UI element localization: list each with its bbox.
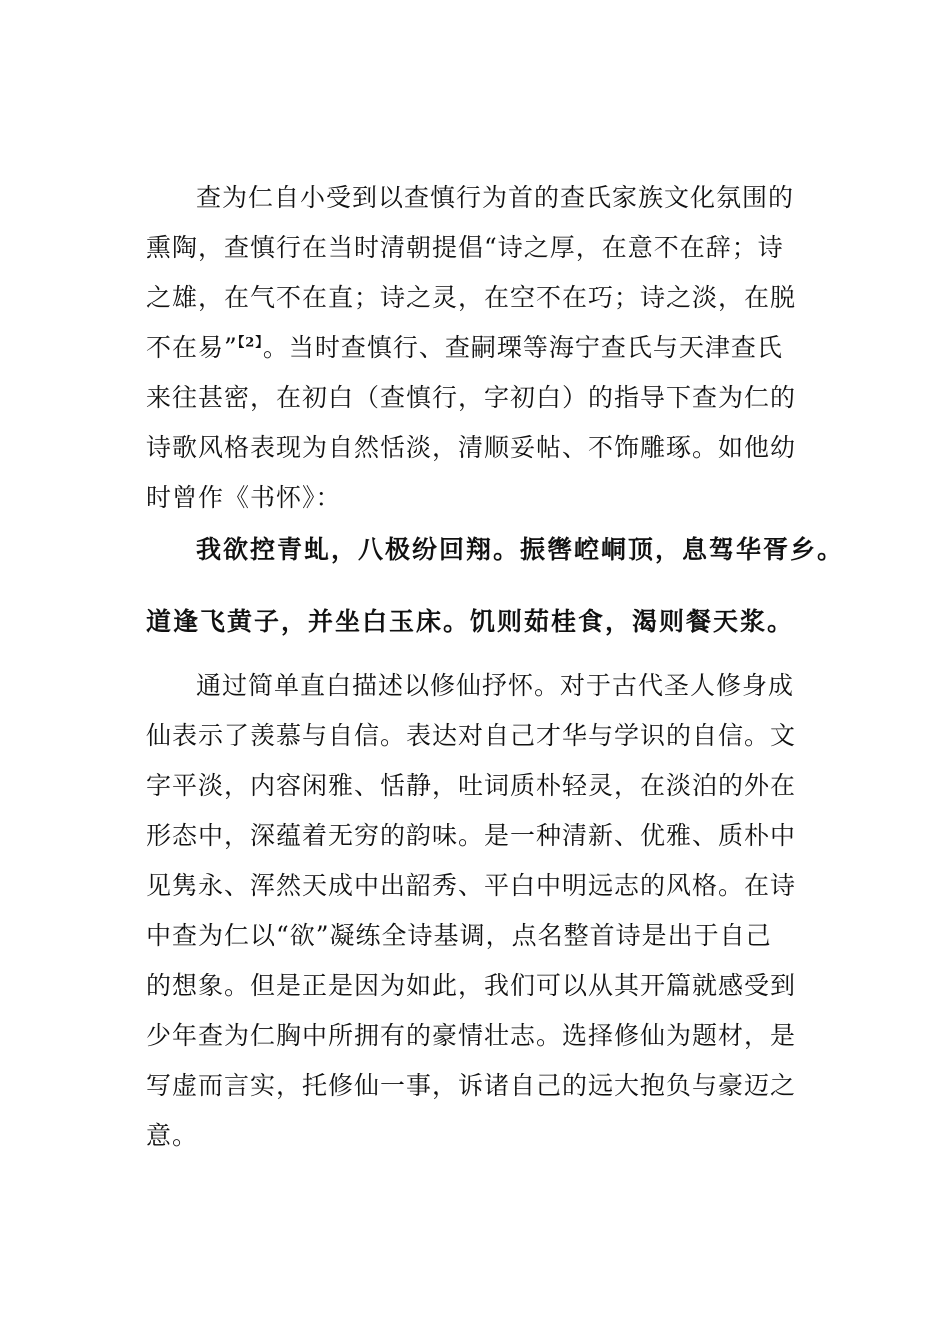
paragraph-line: 写虚而言实，托修仙一事，诉诸自己的远大抱负与豪迈之 bbox=[146, 1071, 797, 1100]
paragraph-line: 意。 bbox=[146, 1121, 199, 1150]
paragraph-line: 熏陶，查慎行在当时清朝提倡“诗之厚，在意不在辞；诗 bbox=[146, 233, 784, 262]
paragraph-line: 时曾作《书怀》： bbox=[146, 483, 342, 512]
paragraph-line: 形态中，深蕴着无穷的韵味。是一种清新、优雅、质朴中 bbox=[146, 821, 797, 850]
paragraph-line: 查为仁自小受到以查慎行为首的查氏家族文化氛围的 bbox=[196, 183, 795, 212]
paragraph-line: 来往甚密，在初白（查慎行，字初白）的指导下查为仁的 bbox=[146, 383, 797, 412]
paragraph-line: 少年查为仁胸中所拥有的豪情壮志。选择修仙为题材，是 bbox=[146, 1021, 797, 1050]
paragraph-line: 的想象。但是正是因为如此，我们可以从其开篇就感受到 bbox=[146, 971, 797, 1000]
paragraph-line: 见隽永、浑然天成中出韶秀、平白中明远志的风格。在诗 bbox=[146, 871, 797, 900]
paragraph-line: 中查为仁以“欲”凝练全诗基调，点名整首诗是出于自己 bbox=[146, 921, 772, 950]
text-span: 不在易” bbox=[146, 333, 238, 362]
poem-line: 我欲控青虬，八极纷回翔。振辔崆峒顶，息驾华胥乡。 bbox=[196, 535, 845, 564]
paragraph-line: 诗歌风格表现为自然恬淡，清顺妥帖、不饰雕琢。如他幼 bbox=[146, 433, 797, 462]
paragraph-line: 之雄，在气不在直；诗之灵，在空不在巧；诗之淡，在脱 bbox=[146, 283, 797, 312]
paragraph-line bbox=[146, 332, 783, 364]
paragraph-line: 通过简单直白描述以修仙抒怀。对于古代圣人修身成 bbox=[196, 671, 795, 700]
paragraph-line: 仙表示了羡慕与自信。表达对自己才华与学识的自信。文 bbox=[146, 721, 797, 750]
citation-marker: 【2】 bbox=[237, 335, 263, 351]
paragraph-line: 字平淡，内容闲雅、恬静，吐词质朴轻灵，在淡泊的外在 bbox=[146, 771, 797, 800]
poem-line: 道逢飞黄子，并坐白玉床。饥则茹桂食，渴则餐天浆。 bbox=[146, 607, 795, 636]
text-span: 。当时查慎行、查嗣瑮等海宁查氏与天津查氏 bbox=[262, 333, 783, 362]
